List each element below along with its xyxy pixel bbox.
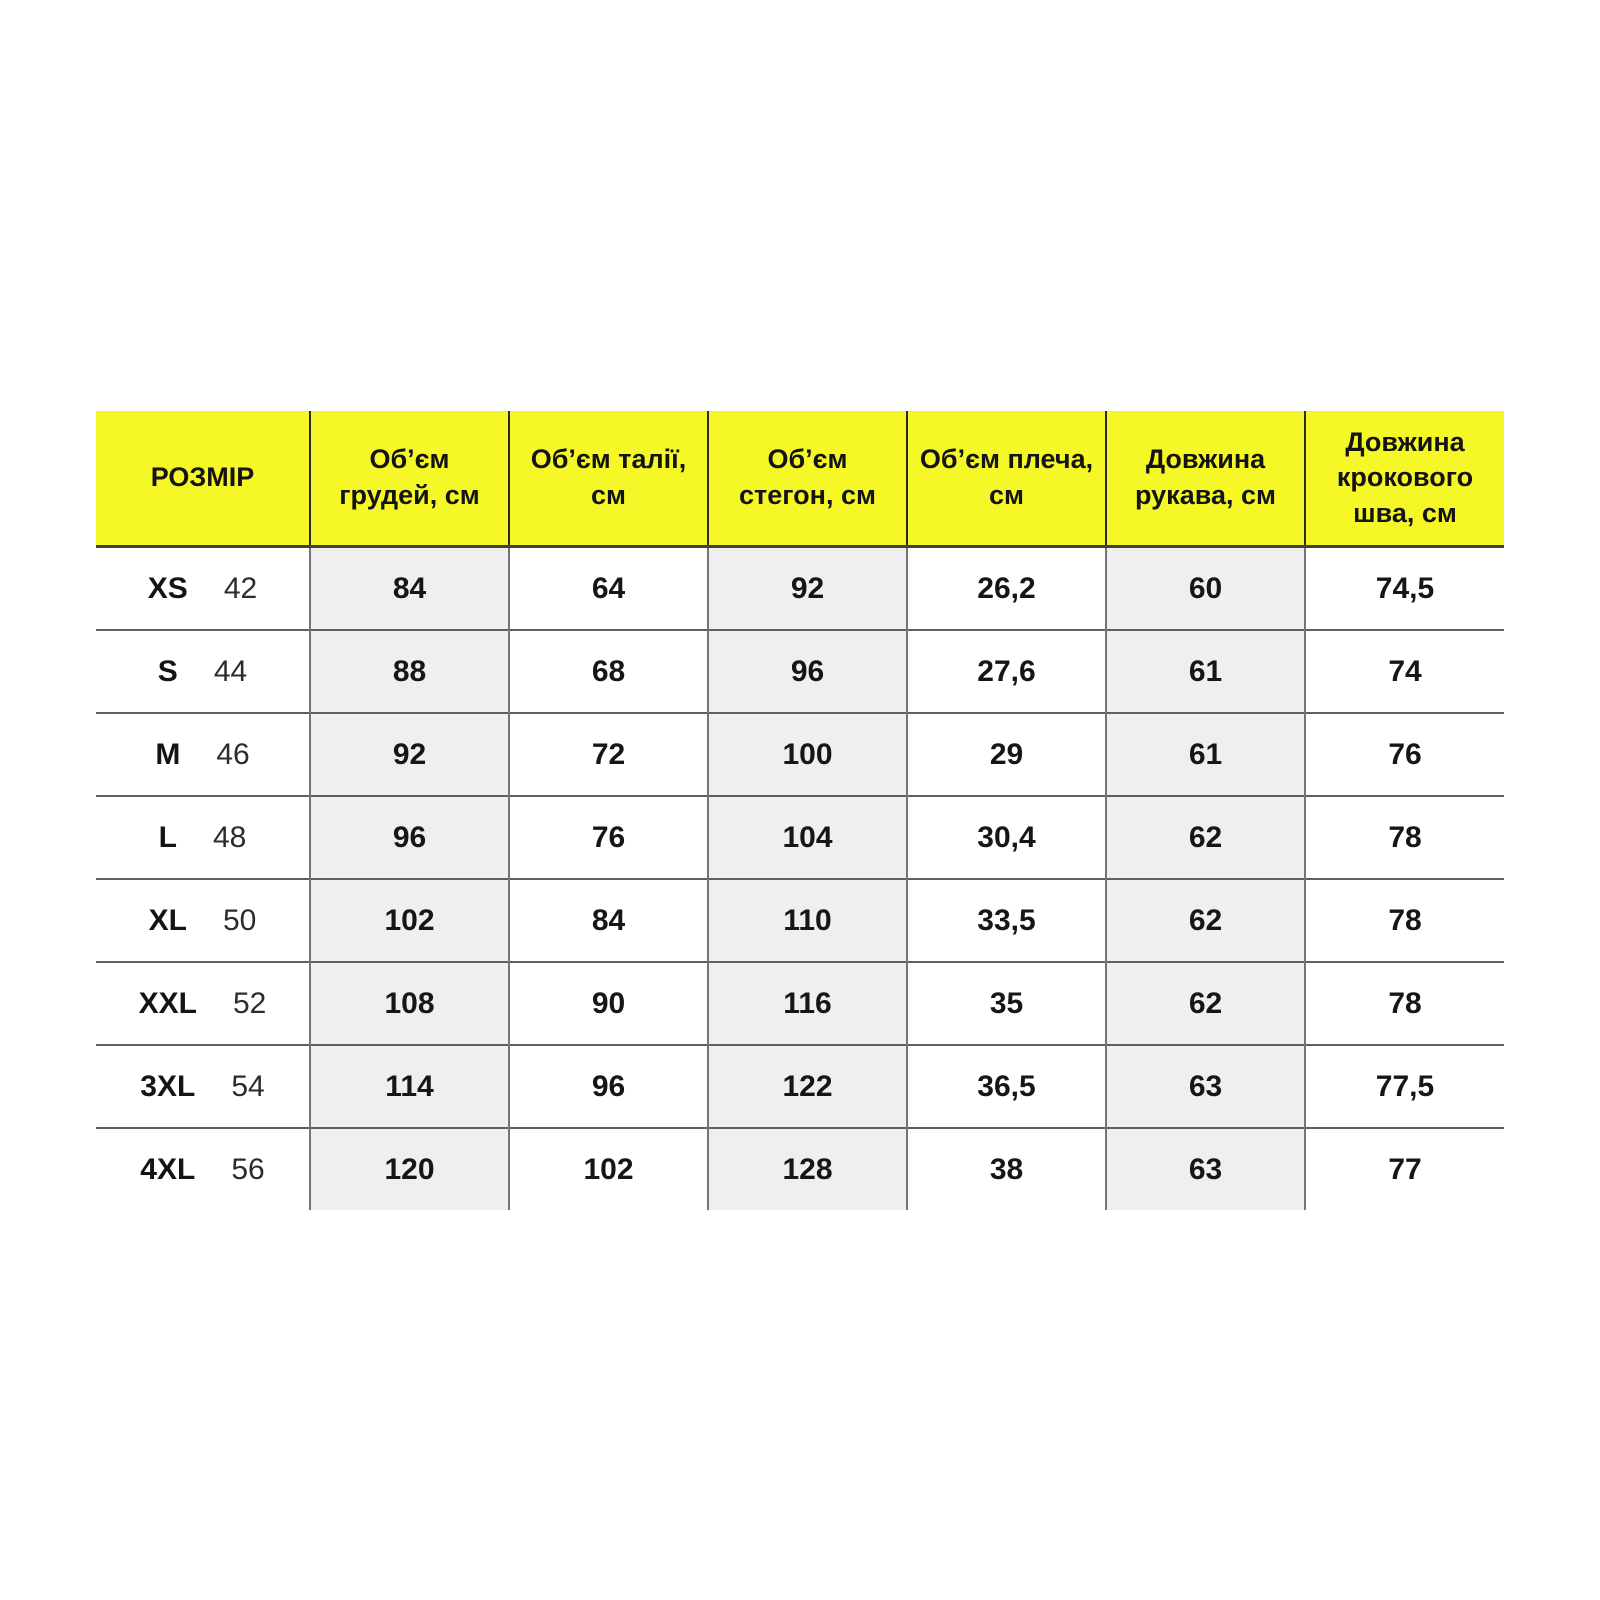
- size-number: 42: [223, 571, 258, 605]
- value-cell: 104: [708, 796, 907, 879]
- value-cell: 61: [1106, 630, 1305, 713]
- size-chart-header: [96, 411, 1504, 547]
- table-row: [96, 796, 1504, 879]
- value-cell: 84: [509, 879, 708, 962]
- size-number: 54: [231, 1069, 265, 1103]
- size-cell: [96, 713, 310, 796]
- value-cell: 64: [509, 547, 708, 631]
- table-row: [96, 547, 1504, 631]
- value-cell: 96: [708, 630, 907, 713]
- header-cell-hips: Об’єм стегон, см: [708, 411, 907, 547]
- size-cell: [96, 796, 310, 879]
- value-cell: 63: [1106, 1045, 1305, 1128]
- size-label: 4XL: [140, 1152, 196, 1186]
- size-label: M: [155, 737, 181, 771]
- value-cell: 122: [708, 1045, 907, 1128]
- value-cell: 36,5: [907, 1045, 1106, 1128]
- value-cell: 77: [1305, 1128, 1504, 1210]
- table-row: [96, 713, 1504, 796]
- value-cell: 62: [1106, 879, 1305, 962]
- header-row: [96, 411, 1504, 547]
- header-cell-inseam: Довжина крокового шва, см: [1305, 411, 1504, 547]
- size-chart-container: [96, 411, 1504, 1210]
- size-cell: [96, 630, 310, 713]
- value-cell: 38: [907, 1128, 1106, 1210]
- table-row: [96, 630, 1504, 713]
- value-cell: 77,5: [1305, 1045, 1504, 1128]
- value-cell: 100: [708, 713, 907, 796]
- size-label: L: [158, 820, 177, 854]
- value-cell: 26,2: [907, 547, 1106, 631]
- header-cell-size: РОЗМІР: [96, 411, 310, 547]
- value-cell: 102: [310, 879, 509, 962]
- value-cell: 108: [310, 962, 509, 1045]
- value-cell: 30,4: [907, 796, 1106, 879]
- value-cell: 60: [1106, 547, 1305, 631]
- value-cell: 62: [1106, 962, 1305, 1045]
- table-row: [96, 962, 1504, 1045]
- value-cell: 120: [310, 1128, 509, 1210]
- value-cell: 33,5: [907, 879, 1106, 962]
- value-cell: 27,6: [907, 630, 1106, 713]
- value-cell: 88: [310, 630, 509, 713]
- size-number: 48: [212, 820, 247, 854]
- value-cell: 102: [509, 1128, 708, 1210]
- size-label: XS: [147, 571, 188, 605]
- size-label: 3XL: [140, 1069, 196, 1103]
- value-cell: 76: [1305, 713, 1504, 796]
- value-cell: 78: [1305, 962, 1504, 1045]
- value-cell: 63: [1106, 1128, 1305, 1210]
- size-chart-table: [96, 411, 1504, 1210]
- header-cell-sleeve: Довжина рукава, см: [1106, 411, 1305, 547]
- value-cell: 74: [1305, 630, 1504, 713]
- value-cell: 78: [1305, 796, 1504, 879]
- value-cell: 76: [509, 796, 708, 879]
- header-cell-waist: Об’єм талії, см: [509, 411, 708, 547]
- size-number: 44: [213, 654, 248, 688]
- value-cell: 74,5: [1305, 547, 1504, 631]
- value-cell: 78: [1305, 879, 1504, 962]
- value-cell: 29: [907, 713, 1106, 796]
- size-number: 56: [231, 1152, 265, 1186]
- size-label: S: [157, 654, 178, 688]
- value-cell: 62: [1106, 796, 1305, 879]
- header-cell-chest: Об’єм грудей, см: [310, 411, 509, 547]
- value-cell: 116: [708, 962, 907, 1045]
- value-cell: 35: [907, 962, 1106, 1045]
- value-cell: 84: [310, 547, 509, 631]
- value-cell: 110: [708, 879, 907, 962]
- size-cell: [96, 879, 310, 962]
- size-cell: [96, 962, 310, 1045]
- size-label: XL: [148, 903, 187, 937]
- value-cell: 90: [509, 962, 708, 1045]
- size-cell: [96, 1128, 310, 1210]
- size-number: 46: [216, 737, 250, 771]
- value-cell: 61: [1106, 713, 1305, 796]
- size-label: XXL: [138, 986, 197, 1020]
- table-row: [96, 1128, 1504, 1210]
- size-cell: [96, 1045, 310, 1128]
- value-cell: 68: [509, 630, 708, 713]
- size-chart-body: [96, 547, 1504, 1211]
- size-cell: [96, 547, 310, 631]
- header-cell-shoulder: Об’єм плеча, см: [907, 411, 1106, 547]
- table-row: [96, 879, 1504, 962]
- value-cell: 72: [509, 713, 708, 796]
- value-cell: 96: [509, 1045, 708, 1128]
- value-cell: 114: [310, 1045, 509, 1128]
- size-number: 52: [232, 986, 267, 1020]
- table-row: [96, 1045, 1504, 1128]
- size-number: 50: [222, 903, 257, 937]
- value-cell: 128: [708, 1128, 907, 1210]
- value-cell: 92: [310, 713, 509, 796]
- value-cell: 92: [708, 547, 907, 631]
- value-cell: 96: [310, 796, 509, 879]
